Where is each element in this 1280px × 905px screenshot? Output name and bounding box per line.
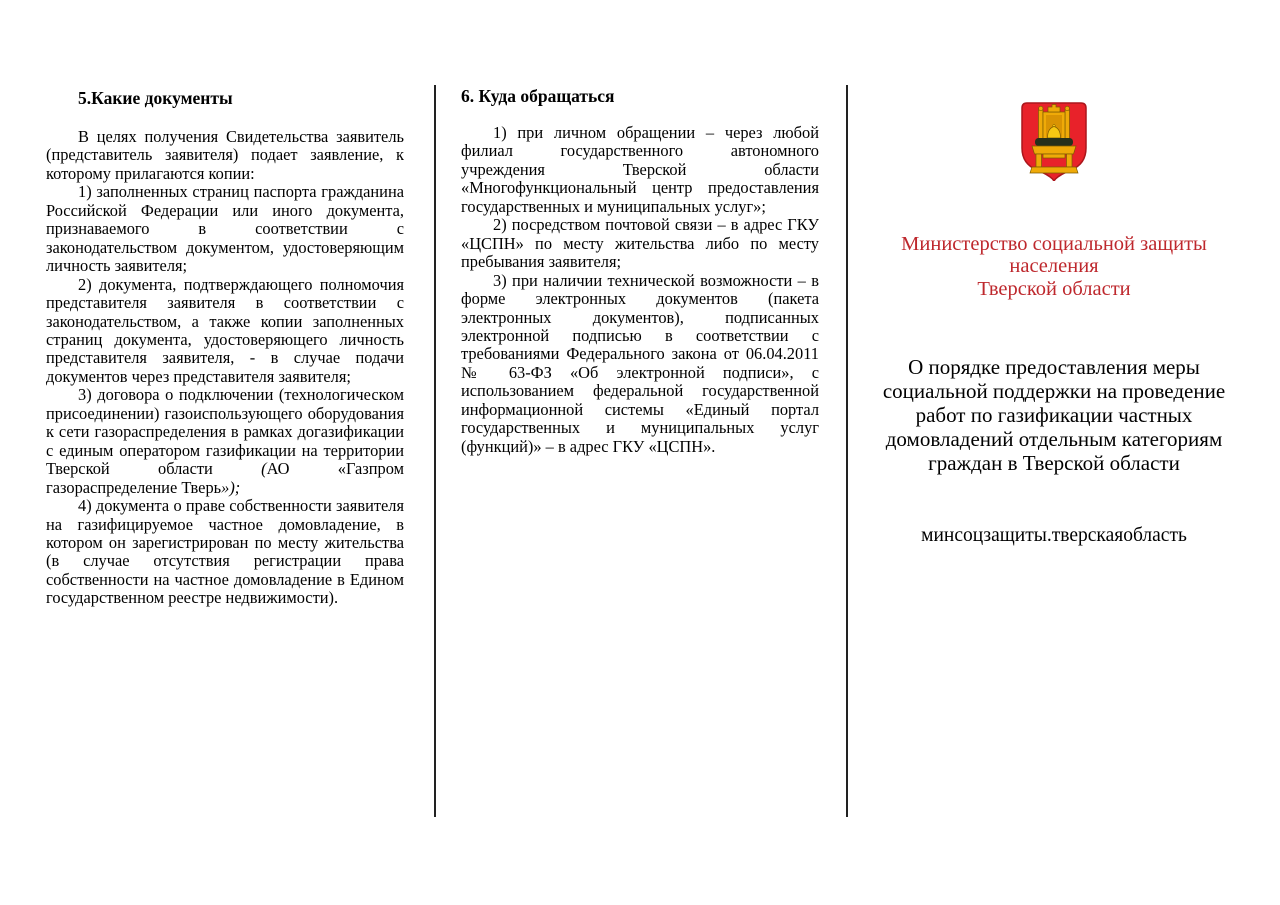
paragraph-item-4: 4) документа о праве собственности заявителя на газифицируемое частное домовладение, в котором он зарегистрирован по месту жительства (в случае отсутствия регистрации права собственности на частное домовладение в Едином государственном реестре недвижимости). [46, 496, 404, 608]
paragraph-item-3: 3) при наличии технической возможности – в форме электронных документов (пакета электронных документов), подписанных электронной подписью в соответствии с требованиями Федерального закона от 06.04.2011 № 63-ФЗ «Об электронной подписи», с использованием федеральной государственной информационной системы «Единый портал государственных и муниципальных услуг (функций)» – в адрес ГКУ «ЦСПН». [461, 270, 819, 456]
paragraph-text: 3) договора о подключении (технологическом присоединении) газоиспользующего оборудования к сети газораспределения в рамках догазификации с единым оператором газификации на территории Тверской области [46, 385, 404, 479]
right-column [856, 96, 1252, 547]
website-address: минсоцзащиты.тверскаяобласть [921, 525, 1187, 547]
section-heading-documents: 5.Какие документы [78, 88, 233, 108]
paragraph-item-2: 2) документа, подтверждающего полномочия представителя заявителя в соответствии с законодательством, а также копии заполненных страниц документа, удостоверяющего личность представителя заявителя, - в случае подачи документов через представителя заявителя; [46, 274, 404, 386]
ministry-name-line: Тверской области [977, 277, 1131, 300]
brochure-title-line: работ по газификации частных [915, 403, 1193, 428]
section-heading-where-to-apply: 6. Куда обращаться [461, 86, 615, 106]
brochure-title-line: О порядке предоставления меры [908, 355, 1200, 380]
ministry-name-line: населения [1009, 255, 1099, 278]
middle-column [461, 86, 819, 456]
left-column [46, 88, 404, 608]
paragraph-text-italic: ( [261, 459, 267, 479]
column-divider-right [846, 85, 848, 817]
paragraph-text-italic: »); [221, 477, 241, 497]
paragraph-intro: В целях получения Свидетельства заявитель (представитель заявителя) подает заявление, к которому прилагаются копии: [46, 127, 404, 183]
ministry-name-line: Министерство социальной защиты [901, 233, 1207, 255]
paragraph-item-3 [46, 386, 404, 497]
paragraph-text: АО «Газпром газораспределение Тверь [46, 459, 404, 497]
paragraph-item-2: 2) посредством почтовой связи – в адрес ГКУ «ЦСПН» по месту жительства либо по месту пребывания заявителя; [461, 215, 819, 272]
brochure-title [856, 355, 1252, 475]
tver-coat-of-arms-icon [1019, 101, 1089, 181]
cushion [1035, 138, 1073, 146]
column-divider-left [434, 85, 436, 817]
brochure-title-line: социальной поддержки на проведение [882, 379, 1226, 404]
paragraph-item-1: 1) заполненных страниц паспорта гражданина Российской Федерации или иного документа, признаваемого в соответствии с законодательством документом, удостоверяющим личность заявителя; [46, 182, 404, 276]
brochure-title-line: граждан в Тверской области [928, 451, 1180, 476]
paragraph-item-1: 1) при личном обращении – через любой филиал государственного автономного учреждения Тверской области «Многофункциональный центр предоставления государственных и муниципальных услуг»; [461, 123, 819, 216]
brochure-title-line: домовладений отдельным категориям [885, 427, 1223, 452]
ministry-name [856, 233, 1252, 300]
